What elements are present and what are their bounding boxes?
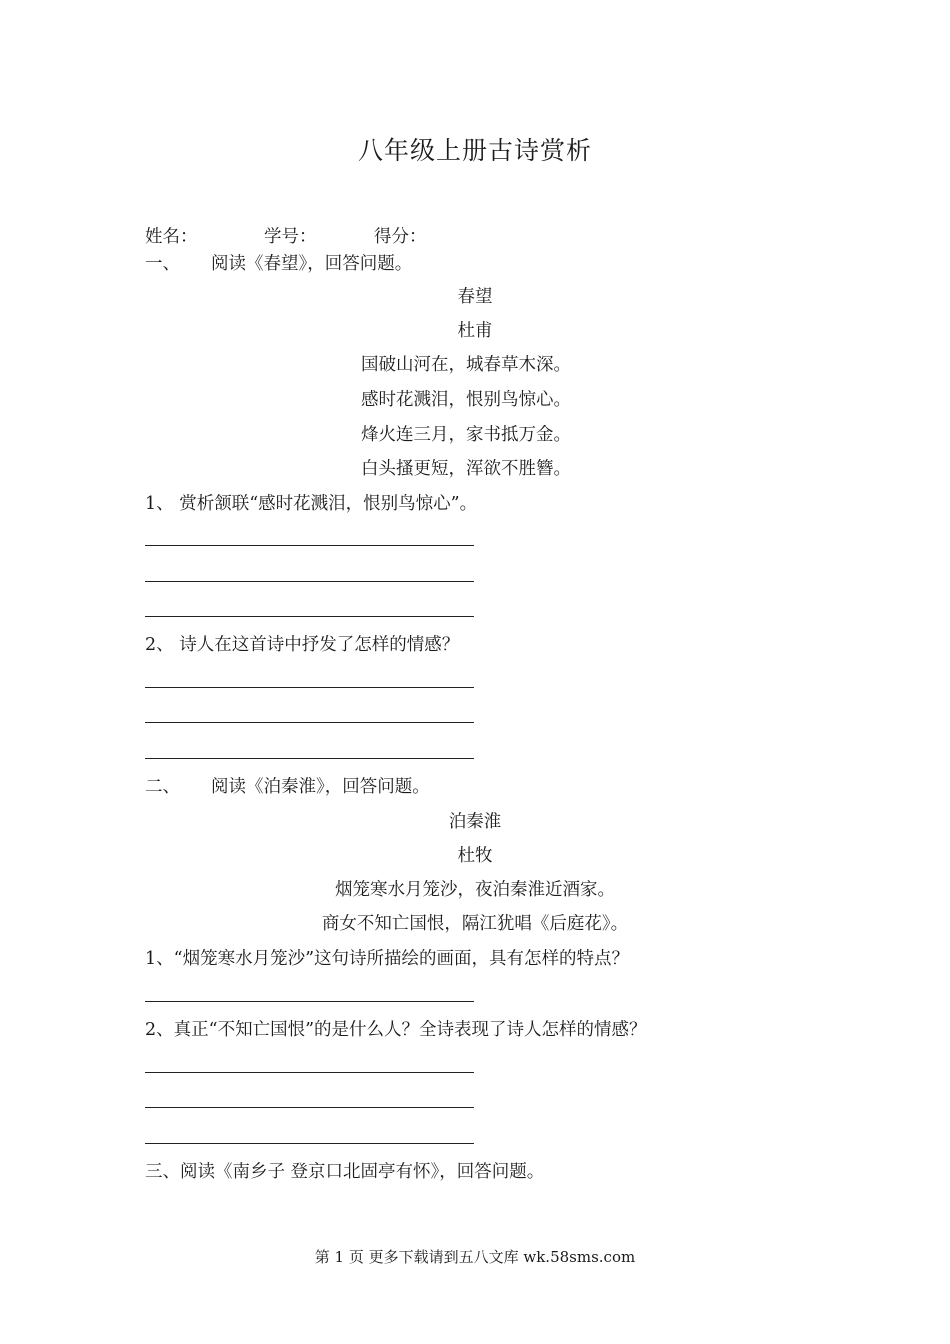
poem1-author: 杜甫 <box>457 321 493 341</box>
answer-line[interactable] <box>145 758 474 759</box>
poem2-line: 烟笼寒水月笼沙，夜泊秦淮近酒家。 <box>335 880 615 900</box>
poem1-line: 白头搔更短，浑欲不胜簪。 <box>361 459 571 479</box>
poem1-line: 烽火连三月，家书抵万金。 <box>361 425 571 445</box>
poem2-line: 商女不知亡国恨，隔江犹唱《后庭花》。 <box>321 914 629 934</box>
section2-question-2: 2、真正“不知亡国恨”的是什么人？全诗表现了诗人怎样的情感？ <box>145 1020 647 1040</box>
student-id-label: 学号： <box>264 227 317 247</box>
page-footer: 第 1 页 更多下载请到五八文库 wk.58sms.com <box>314 1248 636 1266</box>
poem1-line: 感时花溅泪，恨别鸟惊心。 <box>361 390 571 410</box>
answer-line[interactable] <box>145 581 474 582</box>
poem1-title: 春望 <box>457 287 493 307</box>
section2-heading: 阅读《泊秦淮》，回答问题。 <box>211 777 430 797</box>
page-title: 八年级上册古诗赏析 <box>357 136 592 165</box>
answer-line[interactable] <box>145 1072 474 1073</box>
answer-line[interactable] <box>145 1143 474 1144</box>
score-label: 得分： <box>374 227 427 247</box>
section1-question-2: 2、 诗人在这首诗中抒发了怎样的情感？ <box>145 635 460 655</box>
answer-line[interactable] <box>145 1107 474 1108</box>
poem2-title: 泊秦淮 <box>448 812 502 832</box>
section2-number: 二、 <box>145 777 180 797</box>
answer-line[interactable] <box>145 687 474 688</box>
section1-question-1: 1、 赏析颔联“感时花溅泪，恨别鸟惊心”。 <box>145 494 478 514</box>
poem2-author: 杜牧 <box>457 846 493 866</box>
answer-line[interactable] <box>145 545 474 546</box>
section1-number: 一、 <box>145 254 180 274</box>
section1-heading: 阅读《春望》，回答问题。 <box>211 254 413 274</box>
poem1-line: 国破山河在，城春草木深。 <box>361 355 571 375</box>
section3-heading: 三、阅读《南乡子 登京口北固亭有怀》，回答问题。 <box>145 1162 545 1182</box>
answer-line[interactable] <box>145 722 474 723</box>
name-label: 姓名： <box>145 227 198 247</box>
section2-question-1: 1、“烟笼寒水月笼沙”这句诗所描绘的画面，具有怎样的特点？ <box>145 949 630 969</box>
answer-line[interactable] <box>145 616 474 617</box>
answer-line[interactable] <box>145 1001 474 1002</box>
student-info-row <box>145 226 427 248</box>
